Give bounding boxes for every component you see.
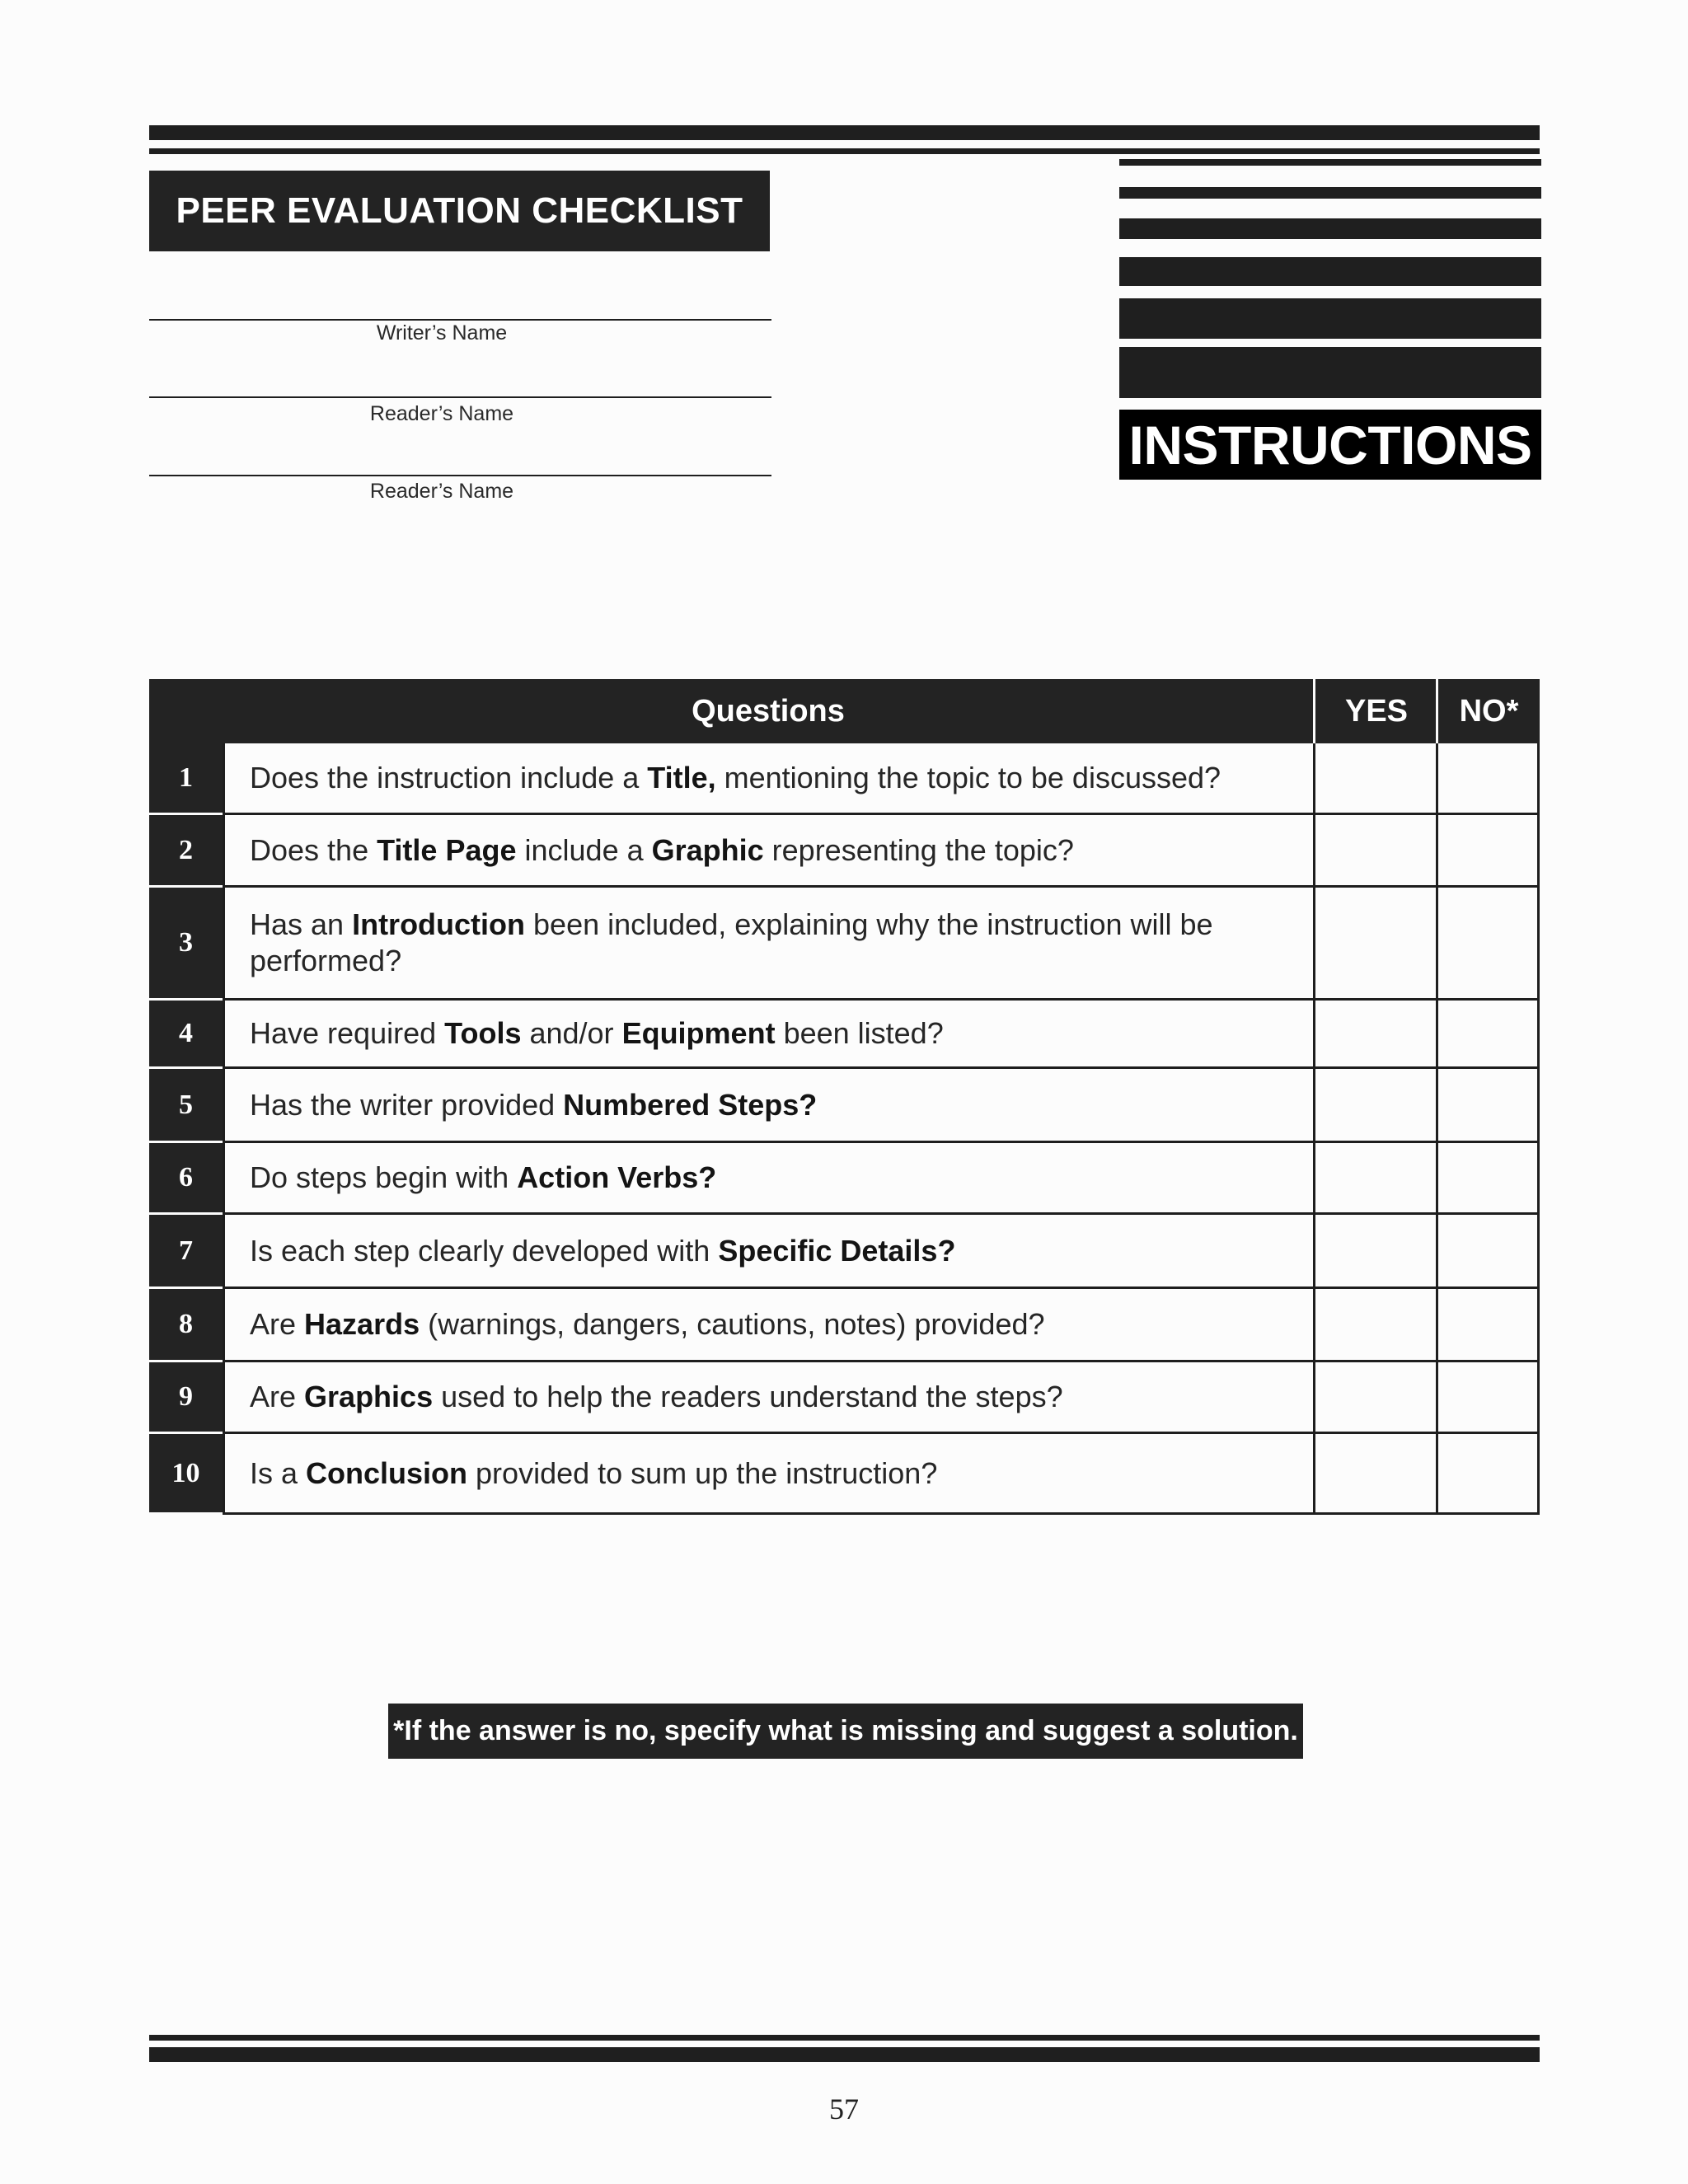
yes-checkbox[interactable] [1313,815,1437,888]
question-text: Are Hazards (warnings, dangers, cautions, notes) provided? [223,1289,1314,1362]
row-number: 2 [149,815,223,885]
row-number: 7 [149,1215,223,1286]
bottom-rule-thin [149,2035,1540,2041]
table-header [149,679,1540,743]
no-checkbox[interactable] [1436,1215,1540,1289]
question-text: Is a Conclusion provided to sum up the instruction? [223,1434,1314,1515]
yes-checkbox[interactable] [1313,1215,1437,1289]
yes-checkbox[interactable] [1313,1069,1437,1143]
graphic-bar [1119,298,1541,339]
table-row [149,1143,1540,1215]
question-text: Has an Introduction been included, explaining why the instruction will be performed? [223,888,1314,1001]
no-checkbox[interactable] [1436,1001,1540,1069]
question-text: Does the Title Page include a Graphic representing the topic? [223,815,1314,888]
writer-name-label: Writer’s Name [376,321,508,344]
table-row [149,815,1540,888]
no-checkbox[interactable] [1436,1143,1540,1215]
yes-checkbox[interactable] [1313,1362,1437,1434]
instructions-label: INSTRUCTIONS [1119,410,1541,480]
questions-header: Questions [692,693,845,729]
row-number: 1 [149,743,223,813]
graphic-bar [1119,218,1541,239]
graphic-bar [1119,257,1541,286]
no-checkbox[interactable] [1436,815,1540,888]
graphic-bar [1119,187,1541,199]
page-number: 57 [829,2093,859,2125]
yes-checkbox[interactable] [1313,1001,1437,1069]
question-text: Have required Tools and/or Equipment been listed? [223,1001,1314,1069]
row-number: 4 [149,1001,223,1066]
yes-checkbox[interactable] [1313,743,1437,815]
no-header: NO* [1459,693,1519,729]
yes-checkbox[interactable] [1313,888,1437,1001]
bottom-rule-thick [149,2047,1540,2062]
row-number: 3 [149,888,223,998]
table-row [149,1001,1540,1069]
table-row [149,1289,1540,1362]
graphic-bar [1119,159,1541,166]
graphic-bar [1119,347,1541,398]
yes-checkbox[interactable] [1313,1143,1437,1215]
table-row [149,1215,1540,1289]
row-number: 8 [149,1289,223,1360]
writer-name-line[interactable] [149,319,771,321]
reader-name-line-1[interactable] [149,396,771,398]
row-number: 5 [149,1069,223,1141]
no-checkbox[interactable] [1436,743,1540,815]
no-checkbox[interactable] [1436,888,1540,1001]
row-number: 10 [149,1434,223,1512]
table-row [149,1069,1540,1143]
page-title: PEER EVALUATION CHECKLIST [149,171,770,251]
table-row [149,888,1540,1001]
top-rule-thick [149,125,1540,140]
no-checkbox[interactable] [1436,1069,1540,1143]
question-text: Are Graphics used to help the readers understand the steps? [223,1362,1314,1434]
question-text: Do steps begin with Action Verbs? [223,1143,1314,1215]
reader-name-line-2[interactable] [149,475,771,476]
table-row [149,743,1540,815]
top-rule-thin [149,148,1540,154]
reader-name-label-1: Reader’s Name [369,402,514,425]
question-text: Has the writer provided Numbered Steps? [223,1069,1314,1143]
question-text: Does the instruction include a Title, mentioning the topic to be discussed? [223,743,1314,815]
row-number: 9 [149,1362,223,1432]
footnote-note: *If the answer is no, specify what is missing and suggest a solution. [388,1704,1303,1759]
row-number: 6 [149,1143,223,1212]
yes-checkbox[interactable] [1313,1289,1437,1362]
no-checkbox[interactable] [1436,1434,1540,1515]
no-checkbox[interactable] [1436,1362,1540,1434]
no-checkbox[interactable] [1436,1289,1540,1362]
yes-header: YES [1344,693,1409,729]
yes-checkbox[interactable] [1313,1434,1437,1515]
table-row [149,1362,1540,1434]
reader-name-label-2: Reader’s Name [369,480,514,503]
question-text: Is each step clearly developed with Specific Details? [223,1215,1314,1289]
table-row [149,1434,1540,1515]
